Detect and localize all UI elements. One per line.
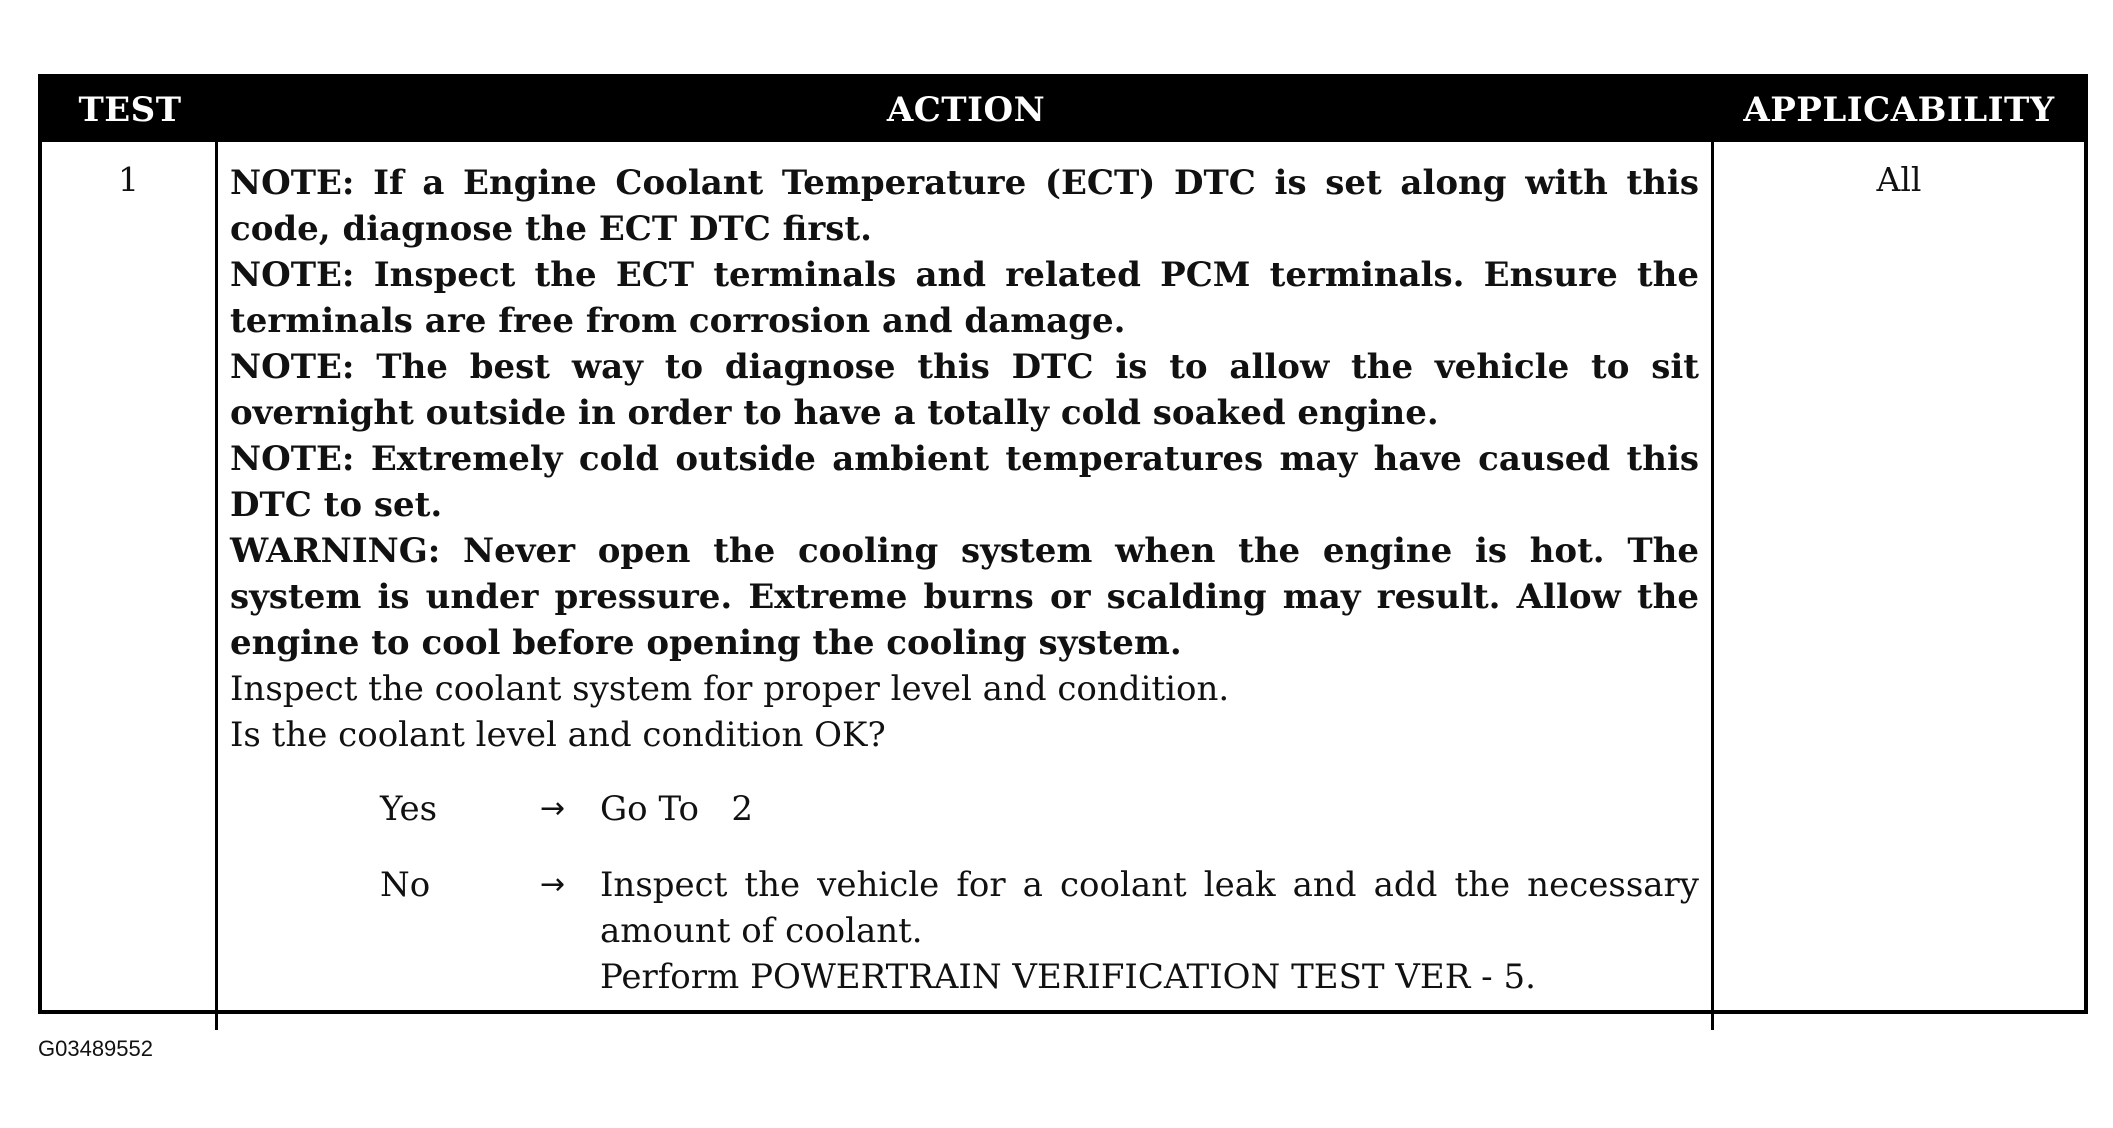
right-arrow-icon: → (540, 867, 566, 902)
note-ambient-temperature: NOTE: Extremely cold outside ambient temperatures may have caused this DTC to set. (230, 439, 1699, 525)
note-cold-soak: NOTE: The best way to diagnose this DTC is to allow the vehicle to sit overnight outside in order to have a totally cold soaked engine. (230, 347, 1699, 433)
instruction-inspect: Inspect the coolant system for proper level and condition. (230, 669, 1230, 709)
applicability-value: All (1876, 160, 1922, 199)
answer-no (380, 862, 1699, 1000)
answer-no-label: No (380, 865, 431, 905)
answer-no-text (600, 862, 1699, 1000)
answer-yes (380, 786, 1699, 832)
test-number: 1 (42, 142, 218, 1030)
action-cell (218, 142, 1714, 1030)
answer-no-line: Perform POWERTRAIN VERIFICATION TEST VER - 5. (600, 957, 1536, 997)
answer-yes-text (600, 786, 1699, 832)
header-action: ACTION (218, 78, 1714, 142)
right-arrow-icon: → (540, 791, 566, 826)
instruction-question: Is the coolant level and condition OK? (230, 715, 886, 755)
answer-yes-line: Go To 2 (600, 789, 753, 829)
figure-id: G03489552 (38, 1036, 153, 1061)
answer-yes-label: Yes (380, 789, 438, 829)
warning-cooling-system: WARNING: Never open the cooling system when the engine is hot. The system is under pressure. Extreme burns or scalding may result. Allow the engine to cool before opening the cooling system. (230, 531, 1699, 663)
note-ect-dtc: NOTE: If a Engine Coolant Temperature (ECT) DTC is set along with this code, diagnose the ECT DTC first. (230, 163, 1699, 249)
answer-no-line: Inspect the vehicle for a coolant leak and add the necessary amount of coolant. (600, 865, 1699, 951)
answer-list (230, 786, 1699, 1000)
header-applicability: APPLICABILITY (1714, 78, 2084, 142)
diagnostic-test-table (38, 74, 2088, 1014)
note-inspect-terminals: NOTE: Inspect the ECT terminals and related PCM terminals. Ensure the terminals are free from corrosion and damage. (230, 255, 1699, 341)
header-test: TEST (42, 78, 218, 142)
